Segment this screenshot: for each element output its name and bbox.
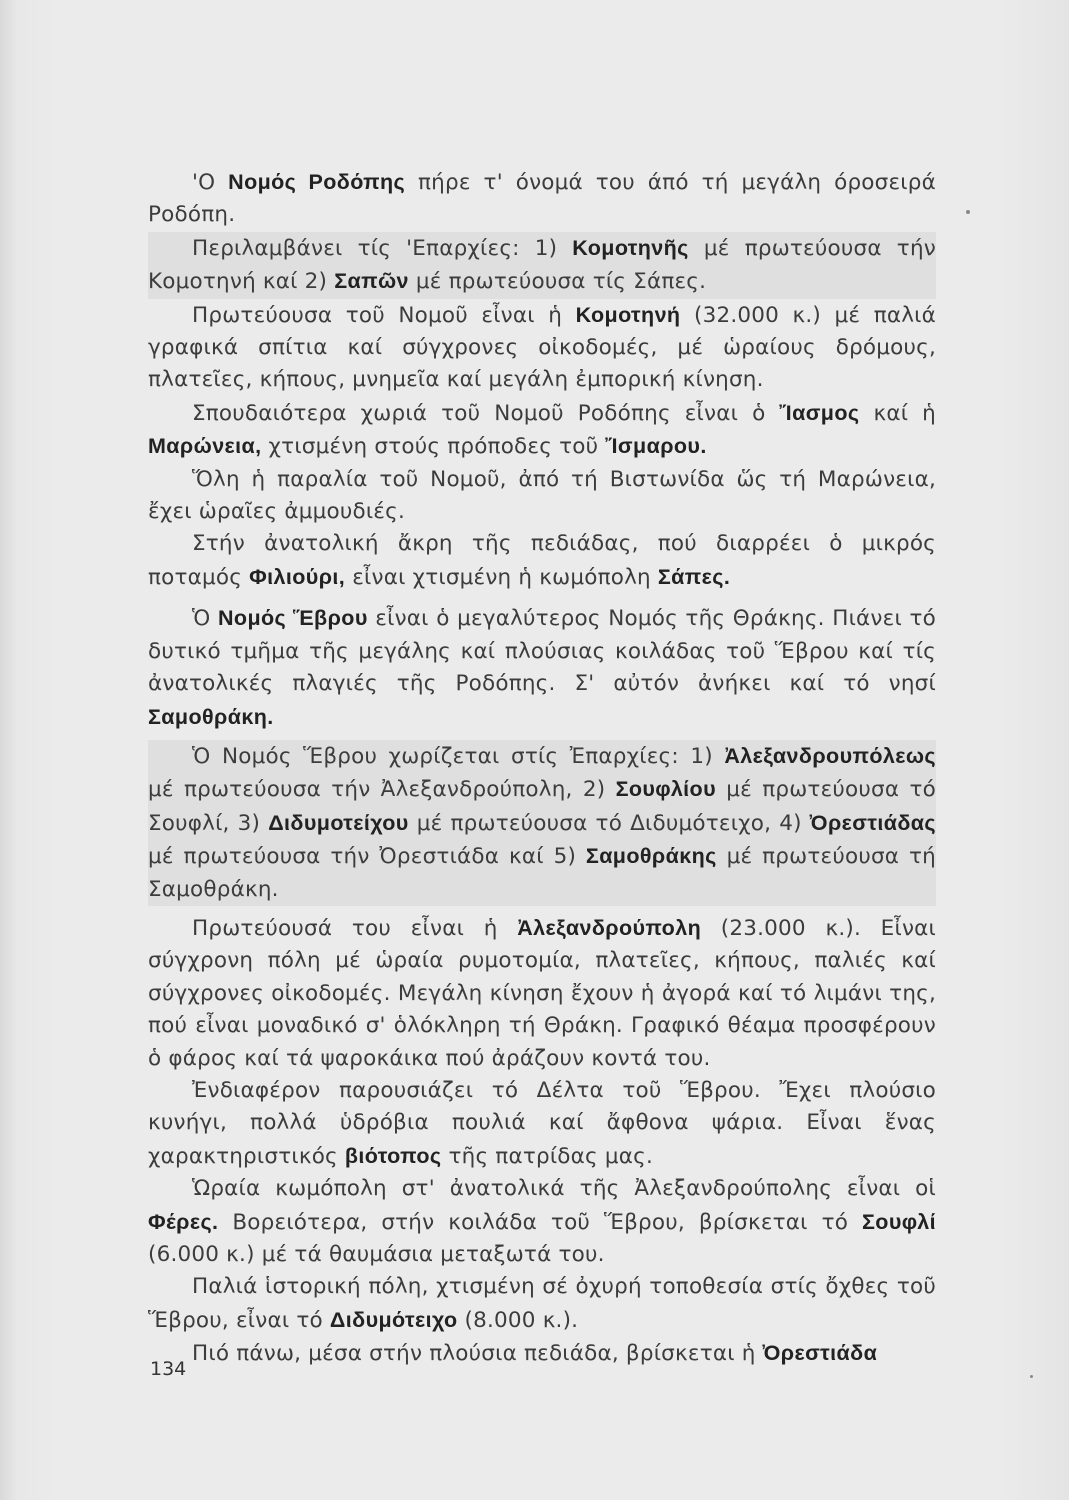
bold-term: Φιλιούρι, xyxy=(249,564,346,589)
bold-term: Νομός Ροδόπης xyxy=(228,170,406,194)
bold-term: Ἀλεξανδρούπολη xyxy=(517,915,702,940)
bold-term: Νομός Ἕβρου xyxy=(218,606,368,631)
text-run: μέ πρωτεύουσα τήν Ὀρεστιάδα καί 5) xyxy=(148,844,586,870)
text-run: Ὁ Νομός Ἕβρου χωρίζεται στίς Ἐπαρχίες: 1) xyxy=(192,743,725,769)
bold-term: Μαρώνεια, xyxy=(148,434,262,459)
text-run: μέ πρωτεύουσα τήν Κομοτηνή καί 2) xyxy=(148,235,936,295)
text-run: τῆς πατρίδας μας. xyxy=(441,1143,653,1169)
bold-term: Διδυμοτείχου xyxy=(268,810,409,835)
paragraph xyxy=(148,464,936,529)
text-run: Ὡραία κωμόπολη στ' ἀνατολικά τῆς Ἀλεξανδρούπολης εἶναι οἱ xyxy=(192,1176,936,1202)
paragraph xyxy=(148,232,936,299)
bold-term: Διδυμότειχο xyxy=(329,1307,458,1332)
text-run: (32.000 κ.) μέ παλιά γραφικά σπίτια καί σύγχρονες οἰκοδομές, μέ ὡραίους δρόμους, πλατεῖες, κήπους, μνημεῖα καί μεγάλη ἐμπορική κίνηση. xyxy=(148,302,936,393)
text-run: Περιλαμβάνει τίς 'Επαρχίες: 1) xyxy=(192,235,573,261)
paragraph xyxy=(148,299,936,397)
bold-term: Ἴασμος xyxy=(779,400,860,425)
text-run: μέ πρωτεύουσα τή Σαμοθράκη. xyxy=(148,844,936,902)
text-run: μέ πρωτεύουσα τίς Σάπες. xyxy=(408,269,707,295)
text-run: (23.000 κ.). Εἶναι σύγχρονη πόλη μέ ὡραία ρυμοτομία, πλατεῖες, κήπους, παλιές καί σύγχρονες οἰκοδομές. Μεγάλη κίνηση ἔχουν ἡ ἀγορά καί τό λιμάνι της, πού εἶναι μοναδικό σ' ὁλόκληρη τή Θράκη. Γραφικό θέαμα προσφέρουν ὁ φάρος καί τά ψαροκάικα πού ἀράζουν κοντά του. xyxy=(148,915,936,1071)
bold-term: Σαπῶν xyxy=(334,269,409,294)
text-run: Ἐνδιαφέρον παρουσιάζει τό Δέλτα τοῦ Ἕβρου. Ἔχει πλούσιο κυνήγι, πολλά ὑδρόβια πουλιά καί ἄφθονα ψάρια. Εἶναι ἕνας χαρακτηριστικός xyxy=(148,1077,936,1169)
text-run: μέ πρωτεύουσα τήν Ἀλεξανδρούπολη, 2) xyxy=(148,777,616,803)
bold-term: Σαμοθράκης xyxy=(585,844,717,869)
paragraph xyxy=(148,1173,936,1271)
text-run: εἶναι ὁ μεγαλύτερος Νομός τῆς Θράκης. Πιάνει τό δυτικό τμῆμα τῆς μεγάλης καί πλούσιας κοιλάδας τοῦ Ἕβρου καί τίς ἀνατολικές πλαγιές τῆς Ροδόπης. Σ' αὐτόν ἀνήκει καί τό νησί xyxy=(148,606,936,697)
text-run: (8.000 κ.). xyxy=(457,1307,579,1333)
bold-term: Κομοτηνή xyxy=(575,302,681,327)
text-run: Ὅλη ἡ παραλία τοῦ Νομοῦ, ἀπό τή Βιστωνίδα ὥς τή Μαρώνεια, ἔχει ὡραῖες ἀμμουδιές. xyxy=(148,466,936,525)
paragraph xyxy=(148,528,936,594)
bold-term: Σαμοθράκη. xyxy=(148,704,274,729)
paragraph xyxy=(148,602,936,734)
bold-term: Σάπες. xyxy=(657,564,731,589)
paragraph xyxy=(148,397,936,464)
text-run: Παλιά ἱστορική πόλη, χτισμένη σέ ὀχυρή τοποθεσία στίς ὄχθες τοῦ Ἕβρου, εἶναι τό xyxy=(148,1274,936,1333)
bold-term: Φέρες. xyxy=(148,1209,219,1234)
bold-term: Σουφλίου xyxy=(615,777,717,802)
paragraph xyxy=(148,912,936,1075)
text-run: πήρε τ' όνομά του άπό τή μεγάλη όροσειρά Ροδόπη. xyxy=(148,170,936,228)
text-run: Πρωτεύουσα τοῦ Νομοῦ εἶναι ἡ xyxy=(192,302,576,328)
text-run: χτισμένη στούς πρόποδες τοῦ xyxy=(261,434,606,460)
text-run: μέ πρωτεύουσα τό Σουφλί, 3) xyxy=(148,777,936,836)
text-run: Σπουδαιότερα χωριά τοῦ Νομοῦ Ροδόπης εἶναι ὁ xyxy=(192,400,780,426)
print-speck xyxy=(1030,1375,1033,1378)
bold-term: Σουφλί xyxy=(862,1209,936,1234)
paragraph xyxy=(148,166,936,232)
paragraph xyxy=(148,740,936,906)
text-run: (6.000 κ.) μέ τά θαυμάσια μεταξωτά του. xyxy=(148,1242,605,1267)
text-run: εἶναι χτισμένη ἡ κωμόπολη xyxy=(345,564,658,590)
text-run: Βορειότερα, στήν κοιλάδα τοῦ Ἕβρου, βρίσκεται τό xyxy=(218,1209,862,1235)
bold-term: Κομοτηνῆς xyxy=(572,235,689,260)
text-run: μέ πρωτεύουσα τό Διδυμότειχο, 4) xyxy=(408,810,810,836)
paragraph xyxy=(148,1337,936,1370)
text-run: Πρωτεύουσά του εἶναι ἡ xyxy=(192,915,518,941)
bold-term: Ἀλεξανδρουπόλεως xyxy=(724,743,936,768)
bold-term: Ὀρεστιάδα xyxy=(762,1341,878,1366)
bold-term: βιότοπος xyxy=(344,1143,442,1168)
paragraph xyxy=(148,1271,936,1337)
text-run: Ὁ xyxy=(192,606,218,632)
print-speck xyxy=(966,210,970,214)
text-run: Πιό πάνω, μέσα στήν πλούσια πεδιάδα, βρίσκεται ἡ xyxy=(192,1341,763,1367)
paragraph xyxy=(148,1075,936,1173)
text-run: Στήν ἀνατολική ἄκρη τῆς πεδιάδας, πού διαρρέει ὁ μικρός ποταμός xyxy=(148,531,936,590)
bold-term: Ἴσμαρου. xyxy=(605,434,707,459)
page-number: 134 xyxy=(150,1358,187,1380)
text-run: 'Ο xyxy=(192,170,229,195)
bold-term: Ὀρεστιάδας xyxy=(809,810,936,835)
text-run: καί ἡ xyxy=(859,400,936,426)
body-text xyxy=(148,166,936,1371)
